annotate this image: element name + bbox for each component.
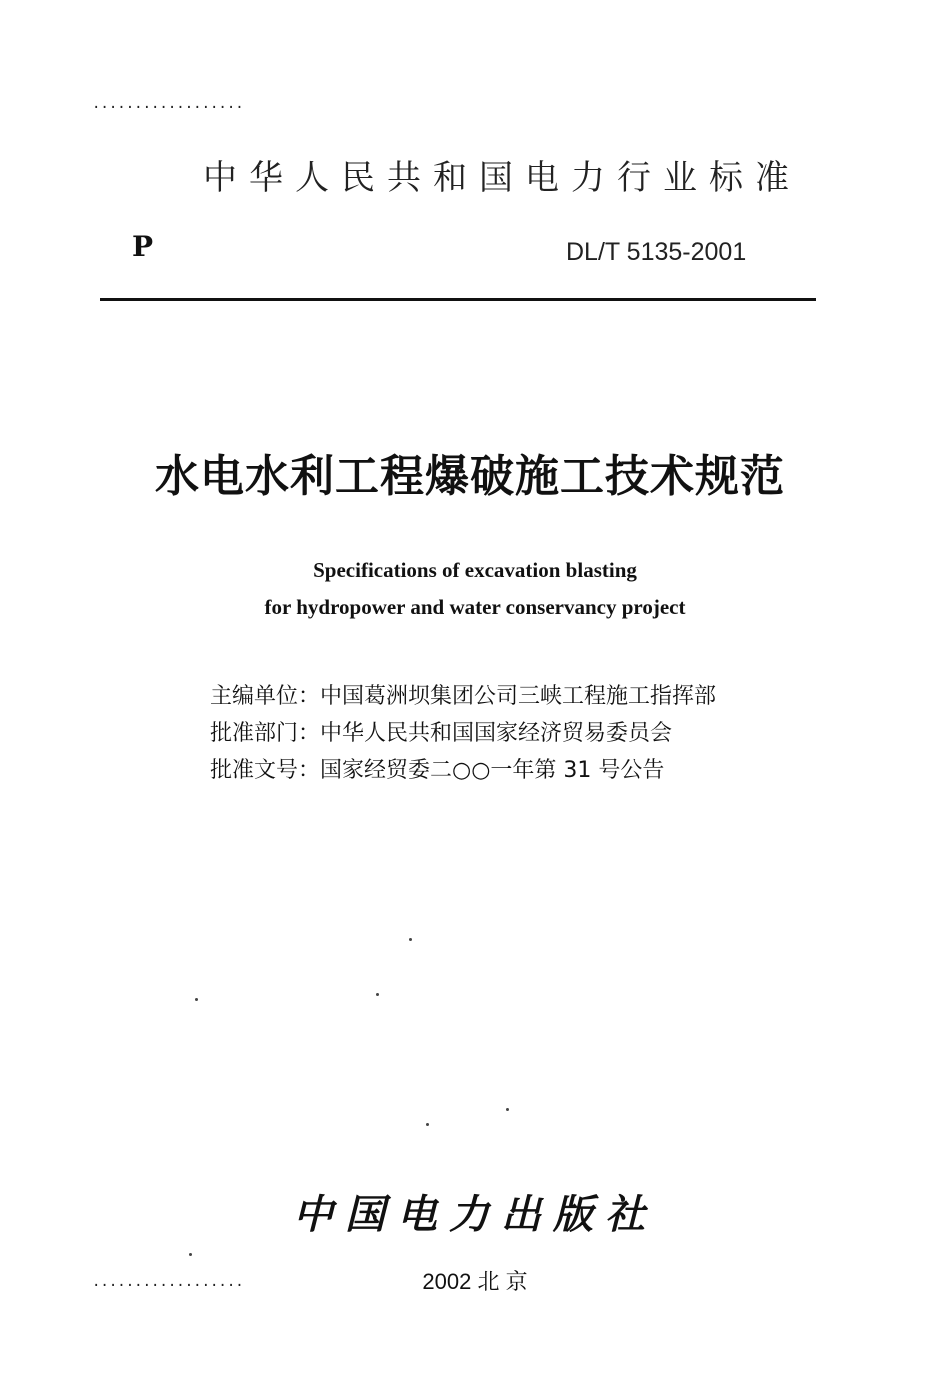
publication-year-place: 2002 北 京 bbox=[422, 1269, 528, 1294]
dotted-line-bottom: .................. bbox=[92, 1274, 244, 1290]
scan-speck bbox=[506, 1108, 509, 1111]
info-line-editor: 主编单位：中国葛洲坝集团公司三峡工程施工指挥部 bbox=[210, 684, 717, 709]
scan-speck bbox=[409, 938, 412, 941]
main-title-cn: 水电水利工程爆破施工技术规范 bbox=[155, 451, 785, 502]
dotted-line-top: .................. bbox=[92, 96, 244, 112]
standard-title: 中华人民共和国电力行业标准 bbox=[203, 158, 801, 198]
publisher-name: 中国电力出版社 bbox=[293, 1191, 657, 1238]
title-en-line2: for hydropower and water conservancy project bbox=[264, 595, 686, 619]
info-block bbox=[210, 678, 716, 789]
category-letter: P bbox=[132, 230, 154, 263]
standard-code: DL/T 5135-2001 bbox=[566, 238, 747, 266]
title-en-line1: Specifications of excavation blasting bbox=[313, 558, 637, 582]
info-line-doc-number: 批准文号：国家经贸委二○○一年第 31 号公告 bbox=[210, 758, 665, 783]
scan-speck bbox=[426, 1123, 429, 1126]
header-rule bbox=[100, 298, 816, 301]
info-line-approver: 批准部门：中华人民共和国国家经济贸易委员会 bbox=[210, 721, 673, 746]
scan-speck bbox=[189, 1253, 192, 1256]
scan-speck bbox=[195, 998, 198, 1001]
scan-speck bbox=[376, 993, 379, 996]
